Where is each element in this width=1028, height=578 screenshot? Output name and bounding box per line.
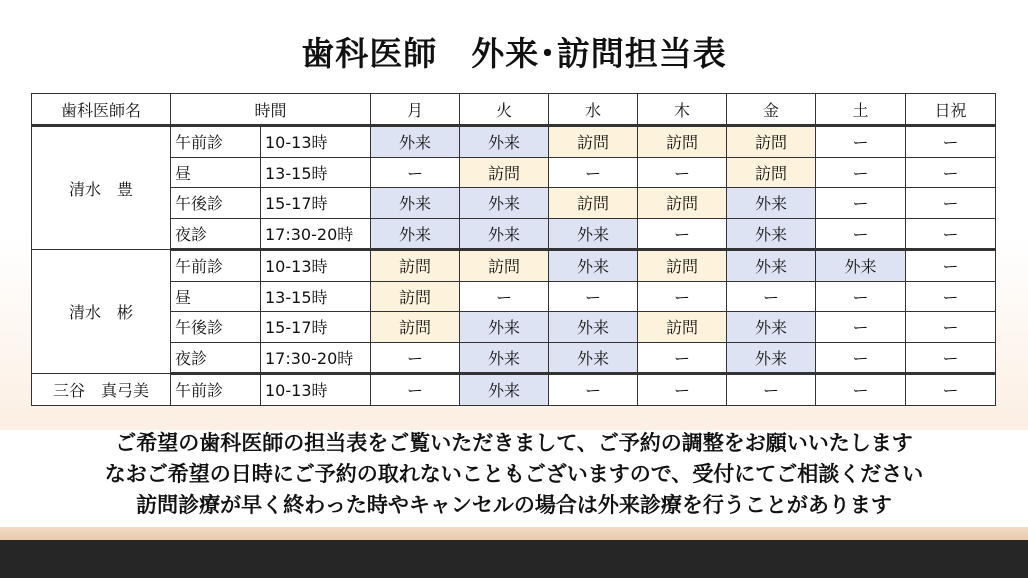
note-line: ご希望の歯科医師の担当表をご覧いただきまして、ご予約の調整をお願いいたします [115,431,913,455]
schedule-cell: ー [638,374,727,406]
table-row [32,218,996,250]
table-row [32,312,996,343]
schedule-cell: ー [816,157,906,188]
schedule-cell: 外来 [460,374,549,406]
hours-cell: 15-17時 [261,188,371,219]
schedule-cell: 外来 [371,126,460,158]
schedule-cell: 外来 [727,312,816,343]
doctor-name-cell: 三谷 真弓美 [32,374,171,406]
schedule-cell: 外来 [460,188,549,219]
session-cell: 午前診 [171,126,261,158]
hours-cell: 15-17時 [261,312,371,343]
header-day: 日祝 [906,94,996,126]
header-doctor: 歯科医師名 [32,94,171,126]
schedule-cell: 外来 [371,188,460,219]
schedule-cell: ー [371,157,460,188]
schedule-cell: ー [906,250,996,282]
schedule-cell: ー [816,218,906,250]
schedule-cell: 訪問 [638,312,727,343]
schedule-cell: 外来 [460,218,549,250]
header-day: 土 [816,94,906,126]
table-row [32,126,996,158]
schedule-cell: 外来 [460,342,549,374]
header-time: 時間 [171,94,371,126]
bottom-bar [0,540,1028,578]
header-row [32,94,996,126]
schedule-cell: 訪問 [638,250,727,282]
schedule-cell: 訪問 [371,281,460,312]
table-row [32,157,996,188]
schedule-cell: ー [371,342,460,374]
session-cell: 夜診 [171,342,261,374]
schedule-cell: ー [638,218,727,250]
schedule-cell: ー [371,374,460,406]
note-line: 訪問診療が早く終わった時やキャンセルの場合は外来診療を行うことがあります [136,493,892,517]
schedule-cell: ー [816,126,906,158]
schedule-cell: ー [906,374,996,406]
session-cell: 夜診 [171,218,261,250]
schedule-cell: 外来 [549,250,638,282]
schedule-cell: 外来 [460,312,549,343]
session-cell: 昼 [171,157,261,188]
header-day: 木 [638,94,727,126]
session-cell: 午後診 [171,312,261,343]
schedule-cell: ー [816,374,906,406]
schedule-cell: ー [549,157,638,188]
schedule-cell: 訪問 [549,188,638,219]
hours-cell: 10-13時 [261,250,371,282]
schedule-cell: ー [727,281,816,312]
schedule-cell: ー [906,218,996,250]
schedule-cell: 外来 [727,342,816,374]
schedule-cell: 外来 [727,188,816,219]
session-cell: 昼 [171,281,261,312]
bottom-accent-band [0,527,1028,540]
header-day: 水 [549,94,638,126]
schedule-cell: 外来 [549,218,638,250]
schedule-cell: ー [906,188,996,219]
session-cell: 午前診 [171,250,261,282]
hours-cell: 10-13時 [261,126,371,158]
table-row [32,250,996,282]
schedule-cell: ー [906,342,996,374]
schedule-cell: 外来 [727,250,816,282]
hours-cell: 17:30-20時 [261,218,371,250]
schedule-cell: 訪問 [727,126,816,158]
schedule-cell: 訪問 [460,157,549,188]
schedule-cell: ー [638,157,727,188]
hours-cell: 13-15時 [261,281,371,312]
note-line: なおご希望の日時にご予約の取れないこともございますので、受付にてご相談ください [104,462,924,486]
table-row [32,374,996,406]
schedule-cell: 外来 [727,218,816,250]
schedule-cell: 外来 [816,250,906,282]
notes [0,428,1028,521]
schedule-cell: 外来 [549,342,638,374]
hours-cell: 17:30-20時 [261,342,371,374]
header-day: 月 [371,94,460,126]
schedule-cell: 外来 [460,126,549,158]
schedule-cell: 訪問 [460,250,549,282]
doctor-name-cell: 清水 豊 [32,126,171,250]
schedule-cell: 外来 [371,218,460,250]
schedule-cell: ー [638,281,727,312]
session-cell: 午前診 [171,374,261,406]
schedule-cell: ー [549,281,638,312]
schedule-cell: ー [460,281,549,312]
schedule-table [31,93,996,406]
schedule-cell: 訪問 [549,126,638,158]
schedule-cell: ー [727,374,816,406]
schedule-cell: ー [906,157,996,188]
schedule-cell: ー [906,312,996,343]
header-day: 金 [727,94,816,126]
session-cell: 午後診 [171,188,261,219]
schedule-cell: 訪問 [371,250,460,282]
schedule-cell: ー [549,374,638,406]
schedule-cell: 訪問 [638,126,727,158]
schedule-cell: ー [906,126,996,158]
doctor-name-cell: 清水 彬 [32,250,171,374]
table-row [32,342,996,374]
hours-cell: 10-13時 [261,374,371,406]
header-day: 火 [460,94,549,126]
hours-cell: 13-15時 [261,157,371,188]
table-row [32,188,996,219]
schedule-cell: ー [816,312,906,343]
page-title: 歯科医師 外来･訪問担当表 [301,34,727,73]
schedule-cell: 外来 [549,312,638,343]
schedule-cell: ー [906,281,996,312]
schedule-cell: 訪問 [727,157,816,188]
table-row [32,281,996,312]
schedule-cell: ー [816,188,906,219]
schedule-cell: ー [816,281,906,312]
schedule-cell: ー [816,342,906,374]
schedule-cell: 訪問 [638,188,727,219]
schedule-cell: ー [638,342,727,374]
schedule-cell: 訪問 [371,312,460,343]
schedule-body [32,94,996,406]
